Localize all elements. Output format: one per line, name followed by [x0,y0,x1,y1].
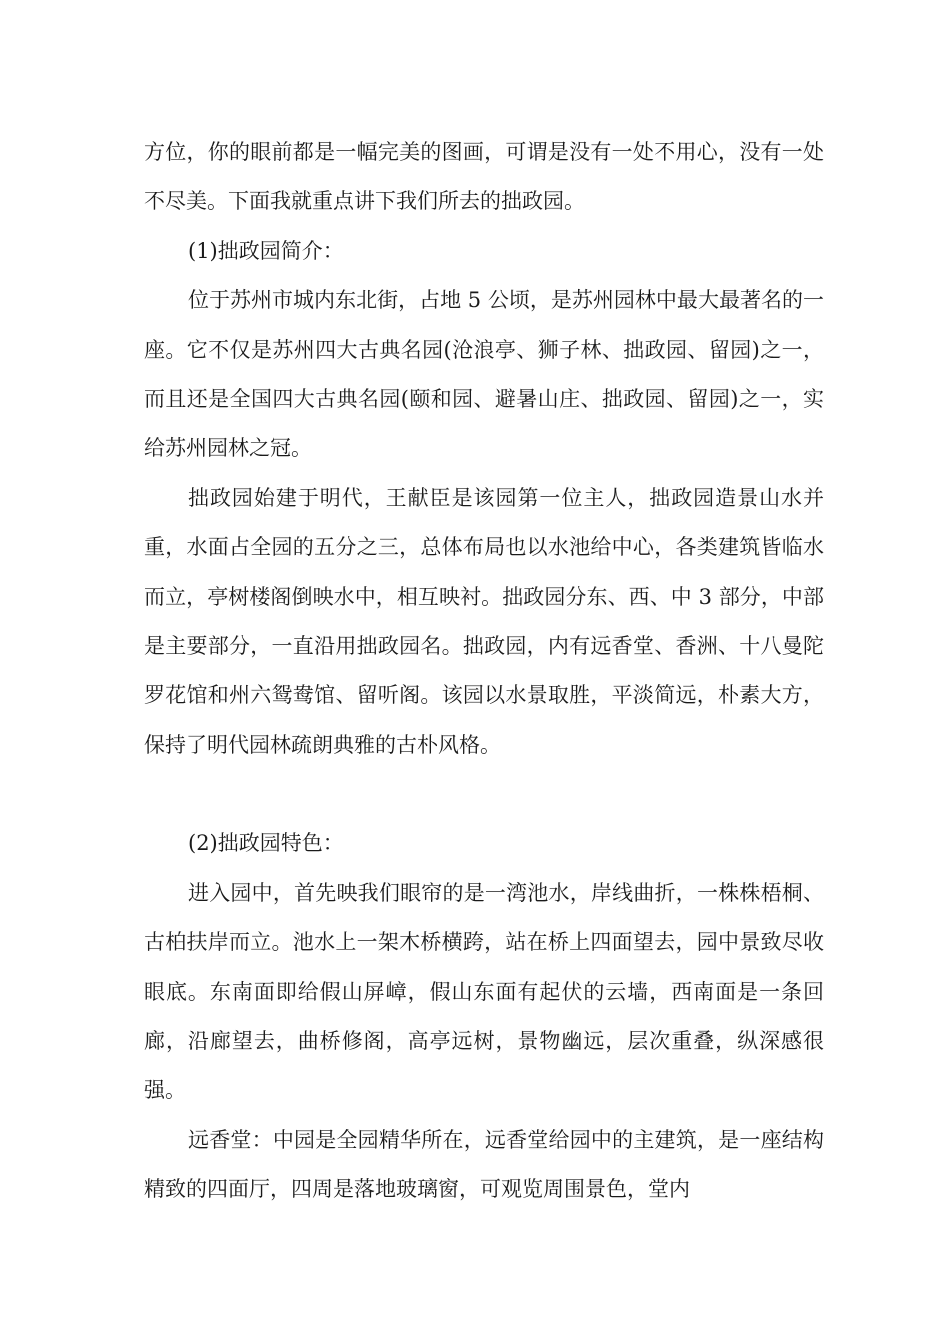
section-heading-features: (2)拙政园特色： [188,831,344,856]
paragraph-history: 拙政园始建于明代，王献臣是该园第一位主人，拙政园造景山水并重，水面占全园的五分之三，总体布局也以水池给中心，各类建筑皆临水而立，亭树楼阁倒映水中，相互映衬。拙政园分东、西、中 3 部分，中部是主要部分，一直沿用拙政园名。拙政园，内有远香堂、香洲、十八曼陀罗花馆和州六鸳鸯馆、留听阁。该园以水景取胜，平淡简远，朴素大方，保持了明代园林疏朗典雅的古朴风格。 [144,485,824,757]
paragraph-gap [144,770,824,819]
section-heading-intro: (1)拙政园简介： [188,238,344,263]
document-body [144,128,824,1215]
paragraph-yuanxiang-hall: 远香堂：中园是全园精华所在，远香堂给园中的主建筑，是一座结构精致的四面厅，四周是落地玻璃窗，可观览周围景色，堂内 [144,1127,824,1202]
paragraph-entrance: 进入园中，首先映我们眼帘的是一湾池水，岸线曲折，一株株梧桐、古柏扶岸而立。池水上一架木桥横跨，站在桥上四面望去，园中景致尽收眼底。东南面即给假山屏嶂，假山东面有起伏的云墙，西南面是一条回廊，沿廊望去，曲桥修阁，高亭远树，景物幽远，层次重叠，纵深感很强。 [144,880,824,1103]
paragraph-continuation: 方位，你的眼前都是一幅完美的图画，可谓是没有一处不用心，没有一处不尽美。下面我就重点讲下我们所去的拙政园。 [144,140,824,214]
paragraph-location: 位于苏州市城内东北街，占地 5 公顷，是苏州园林中最大最著名的一座。它不仅是苏州四大古典名园(沧浪亭、狮子林、拙政园、留园)之一，而且还是全国四大古典名园(颐和园、避暑山庄、拙政园、留园)之一，实给苏州园林之冠。 [144,288,824,461]
